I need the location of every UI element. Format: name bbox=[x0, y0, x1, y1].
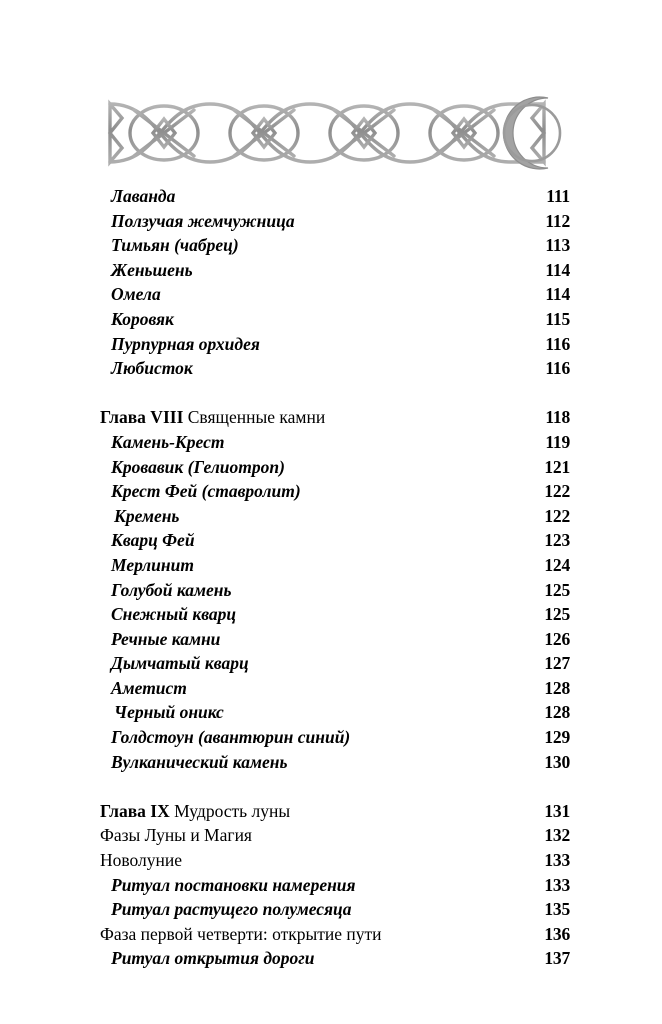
toc-entry[interactable] bbox=[100, 334, 570, 359]
toc-entry[interactable] bbox=[100, 284, 570, 309]
toc-entry-label: Мерлинит bbox=[111, 554, 194, 575]
toc-entry-label: Ползучая жемчужница bbox=[111, 210, 295, 231]
dot-leader bbox=[295, 816, 534, 817]
toc-page-number: 115 bbox=[545, 308, 570, 329]
toc-page-number: 137 bbox=[544, 948, 570, 969]
dot-leader bbox=[225, 644, 534, 645]
celtic-knot-ornament bbox=[100, 92, 570, 174]
toc-entry[interactable] bbox=[100, 899, 570, 924]
table-of-contents bbox=[100, 186, 570, 973]
toc-spacer bbox=[100, 776, 570, 801]
knot-band-strands bbox=[110, 104, 544, 162]
toc-entry[interactable] bbox=[100, 702, 570, 727]
toc-entry-label: Речные камни bbox=[111, 628, 221, 649]
dot-leader bbox=[361, 890, 534, 891]
toc-entry[interactable] bbox=[100, 235, 570, 260]
dot-leader bbox=[319, 963, 534, 964]
dot-leader bbox=[237, 595, 534, 596]
toc-page-number: 133 bbox=[544, 874, 570, 895]
toc-page-number: 127 bbox=[544, 653, 570, 674]
toc-page-number: 125 bbox=[544, 579, 570, 600]
toc-entry-label: Ритуал постановки намерения bbox=[111, 874, 356, 895]
toc-entry[interactable] bbox=[100, 211, 570, 236]
toc-entry-label: Камень-Крест bbox=[111, 431, 225, 452]
toc-page-number: 113 bbox=[545, 235, 570, 256]
dot-leader bbox=[357, 914, 534, 915]
dot-leader bbox=[229, 717, 534, 718]
toc-page-number: 112 bbox=[545, 210, 570, 231]
toc-page-number: 125 bbox=[544, 604, 570, 625]
toc-entry-label: Черный оникс bbox=[114, 702, 224, 723]
toc-entry-label: Коровяк bbox=[111, 308, 174, 329]
toc-chapter-number: Глава VIII bbox=[100, 407, 184, 428]
toc-page-number: 114 bbox=[545, 259, 570, 280]
toc-chapter-number: Глава IX bbox=[100, 800, 170, 821]
dot-leader bbox=[187, 865, 534, 866]
dot-leader bbox=[387, 939, 534, 940]
toc-entry-label: Любисток bbox=[111, 358, 193, 379]
toc-page-number: 129 bbox=[544, 727, 570, 748]
dot-leader bbox=[199, 570, 534, 571]
toc-entry-label: Голдстоун (авантюрин синий) bbox=[111, 727, 351, 748]
toc-entry[interactable] bbox=[100, 457, 570, 482]
dot-leader bbox=[244, 250, 534, 251]
toc-page-number: 135 bbox=[544, 899, 570, 920]
toc-entry[interactable] bbox=[100, 924, 570, 949]
dot-leader bbox=[292, 767, 534, 768]
dot-leader bbox=[198, 275, 534, 276]
dot-leader bbox=[254, 668, 534, 669]
dot-leader bbox=[198, 373, 534, 374]
dot-leader bbox=[290, 472, 534, 473]
toc-page-number: 128 bbox=[544, 702, 570, 723]
toc-entry[interactable] bbox=[100, 481, 570, 506]
dot-leader bbox=[241, 619, 534, 620]
toc-spacer bbox=[100, 383, 570, 408]
toc-entry-label: Ритуал открытия дороги bbox=[111, 948, 315, 969]
toc-entry[interactable] bbox=[100, 875, 570, 900]
toc-entry-label: Снежный кварц bbox=[111, 604, 237, 625]
toc-chapter-entry[interactable] bbox=[100, 801, 570, 826]
toc-page-number: 116 bbox=[545, 358, 570, 379]
toc-entry[interactable] bbox=[100, 530, 570, 555]
dot-leader bbox=[355, 742, 534, 743]
dot-leader bbox=[184, 521, 534, 522]
toc-page-number: 132 bbox=[544, 825, 570, 846]
toc-page-number: 123 bbox=[544, 530, 570, 551]
dot-leader bbox=[330, 422, 534, 423]
toc-entry-label: Вулканический камень bbox=[111, 751, 288, 772]
dot-leader bbox=[200, 545, 534, 546]
toc-entry-label: Голубой камень bbox=[111, 579, 232, 600]
toc-page-number: 124 bbox=[544, 554, 570, 575]
toc-entry-label: Священные камни bbox=[187, 407, 326, 428]
toc-page-number: 116 bbox=[545, 333, 570, 354]
dot-leader bbox=[306, 496, 534, 497]
dot-leader bbox=[179, 324, 534, 325]
toc-chapter-entry[interactable] bbox=[100, 407, 570, 432]
toc-entry-label: Омела bbox=[111, 284, 161, 305]
toc-chapter-label bbox=[100, 407, 330, 428]
toc-page-number: 130 bbox=[544, 751, 570, 772]
toc-entry-label: Фазы Луны и Магия bbox=[100, 825, 252, 846]
toc-entry[interactable] bbox=[100, 727, 570, 752]
dot-leader bbox=[192, 693, 534, 694]
toc-page-number: 122 bbox=[544, 481, 570, 502]
dot-leader bbox=[257, 840, 534, 841]
toc-page-number: 119 bbox=[545, 431, 570, 452]
toc-chapter-label bbox=[100, 801, 295, 822]
dot-leader bbox=[166, 299, 534, 300]
toc-entry[interactable] bbox=[100, 260, 570, 285]
toc-entry-label: Тимьян (чабрец) bbox=[111, 235, 239, 256]
toc-entry-label: Мудрость луны bbox=[174, 800, 291, 821]
toc-entry[interactable] bbox=[100, 432, 570, 457]
toc-entry-label: Ритуал растущего полумесяца bbox=[111, 899, 352, 920]
toc-page-number: 128 bbox=[544, 677, 570, 698]
toc-entry-label: Аметист bbox=[111, 677, 187, 698]
toc-page-number: 122 bbox=[544, 505, 570, 526]
toc-page-number: 126 bbox=[544, 628, 570, 649]
toc-entry[interactable] bbox=[100, 555, 570, 580]
toc-entry-label: Фаза первой четверти: открытие пути bbox=[100, 923, 382, 944]
dot-leader bbox=[229, 447, 534, 448]
toc-entry[interactable] bbox=[100, 358, 570, 383]
toc-page-number: 121 bbox=[544, 456, 570, 477]
toc-page-number: 114 bbox=[545, 284, 570, 305]
toc-entry[interactable] bbox=[100, 825, 570, 850]
dot-leader bbox=[300, 226, 534, 227]
toc-entry[interactable] bbox=[100, 580, 570, 605]
dot-leader bbox=[265, 349, 534, 350]
toc-entry-label: Новолуние bbox=[100, 850, 183, 871]
dot-leader bbox=[180, 201, 534, 202]
toc-page-number: 136 bbox=[544, 923, 570, 944]
toc-entry-label: Кремень bbox=[114, 505, 180, 526]
toc-entry[interactable] bbox=[100, 629, 570, 654]
toc-entry[interactable] bbox=[100, 752, 570, 777]
toc-page-number: 118 bbox=[545, 407, 570, 428]
toc-entry[interactable] bbox=[100, 678, 570, 703]
toc-entry[interactable] bbox=[100, 653, 570, 678]
toc-entry[interactable] bbox=[100, 948, 570, 973]
toc-entry[interactable] bbox=[100, 506, 570, 531]
celtic-knot-svg bbox=[100, 92, 570, 174]
toc-page-number: 133 bbox=[544, 850, 570, 871]
toc-entry-label: Кварц Фей bbox=[111, 530, 195, 551]
toc-entry[interactable] bbox=[100, 309, 570, 334]
toc-entry-label: Лаванда bbox=[111, 186, 176, 206]
toc-entry-label: Женьшень bbox=[111, 259, 193, 280]
toc-entry-label: Крест Фей (ставролит) bbox=[111, 481, 301, 502]
toc-entry-label: Кровавик (Гелиотроп) bbox=[111, 456, 285, 477]
crescent-moon-icon bbox=[504, 97, 560, 169]
toc-entry[interactable] bbox=[100, 850, 570, 875]
toc-page-number: 131 bbox=[544, 800, 570, 821]
toc-page-number: 111 bbox=[546, 186, 570, 206]
toc-entry[interactable] bbox=[100, 604, 570, 629]
toc-entry-label: Дымчатый кварц bbox=[111, 653, 249, 674]
toc-entry-label: Пурпурная орхидея bbox=[111, 333, 260, 354]
toc-entry[interactable] bbox=[100, 186, 570, 211]
